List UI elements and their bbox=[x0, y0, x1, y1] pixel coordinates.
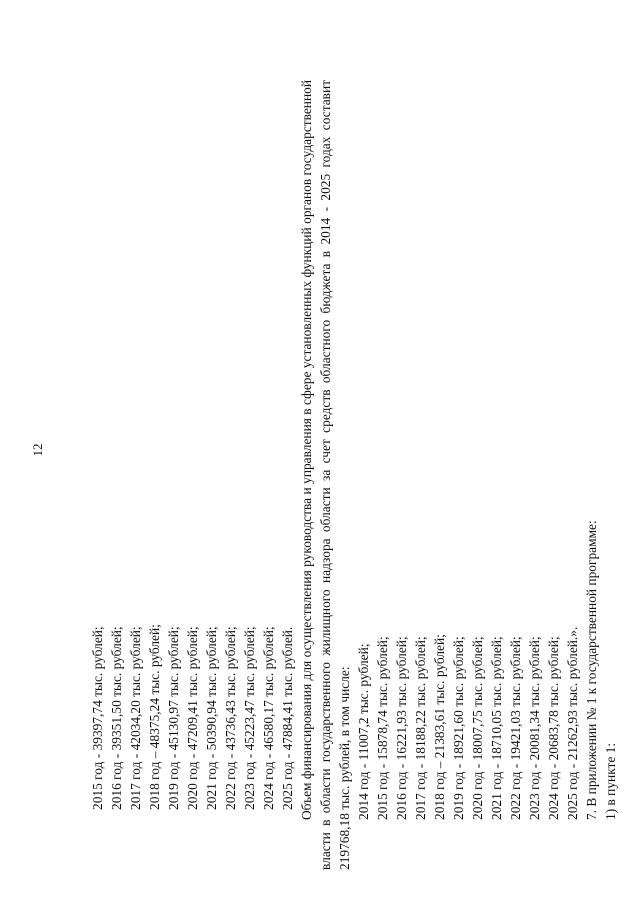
page-number: 12 bbox=[30, 443, 45, 457]
document-body bbox=[88, 80, 620, 870]
list-item: 2017 год - 42034,20 тыс. рублей; bbox=[128, 626, 143, 810]
list-item: 2019 год - 18921,60 тыс. рублей; bbox=[451, 636, 466, 820]
list-item: 2021 год - 50390,94 тыс. рублей; bbox=[204, 626, 219, 810]
list-item: 2017 год - 18188,22 тыс. рублей; bbox=[413, 636, 428, 820]
list-item: 2020 год - 18007,75 тыс. рублей; bbox=[470, 636, 485, 820]
subitem-1: 1) в пункте 1: bbox=[603, 742, 618, 820]
list-item: 2019 год - 45130,97 тыс. рублей; bbox=[166, 626, 181, 810]
list-item: 2015 год - 39397,74 тыс. рублей; bbox=[90, 626, 105, 810]
list-item: 2014 год - 11007,2 тыс. рублей; bbox=[356, 643, 371, 820]
list-item: 2025 год - 21262,93 тыс. рублей.». bbox=[565, 626, 580, 820]
list-item: 2023 год - 45223,47 тыс. рублей; bbox=[242, 626, 257, 810]
section-heading-item-7: 7. В приложении № 1 к государственной программе: bbox=[584, 520, 599, 820]
list-item: 2023 год - 20081,34 тыс. рублей; bbox=[527, 636, 542, 820]
list-item: 2018 год – 21383,61 тыс. рублей; bbox=[432, 634, 447, 820]
funding-list-b bbox=[354, 80, 582, 870]
list-item: 2021 год - 18710,05 тыс. рублей; bbox=[489, 636, 504, 820]
list-item: 2015 год - 15878,74 тыс. рублей; bbox=[375, 636, 390, 820]
funding-paragraph: Объем финансирования для осуществления руководства и управления в сфере установленных функций органов государственной власти в области государственного жилищного надзора области за счет средств областного бюджета в 2014 - 2025 годах составит 219768,18 тыс. рублей, в том числе: bbox=[299, 80, 352, 870]
list-item: 2024 год - 46580,17 тыс. рублей; bbox=[261, 626, 276, 810]
list-item: 2018 год – 48375,24 тыс. рублей; bbox=[147, 624, 162, 810]
list-item: 2022 год - 19421,03 тыс. рублей; bbox=[508, 636, 523, 820]
list-item: 2022 год - 43736,43 тыс. рублей; bbox=[223, 626, 238, 810]
funding-list-a bbox=[88, 80, 297, 870]
list-item: 2020 год - 47209,41 тыс. рублей; bbox=[185, 626, 200, 810]
list-item: 2016 год - 39351,50 тыс. рублей; bbox=[109, 626, 124, 810]
list-item: 2024 год - 20683,78 тыс. рублей; bbox=[546, 636, 561, 820]
list-item: 2025 год - 47884,41 тыс. рублей. bbox=[280, 626, 295, 810]
list-item: 2016 год - 16221,93 тыс. рублей; bbox=[394, 636, 409, 820]
